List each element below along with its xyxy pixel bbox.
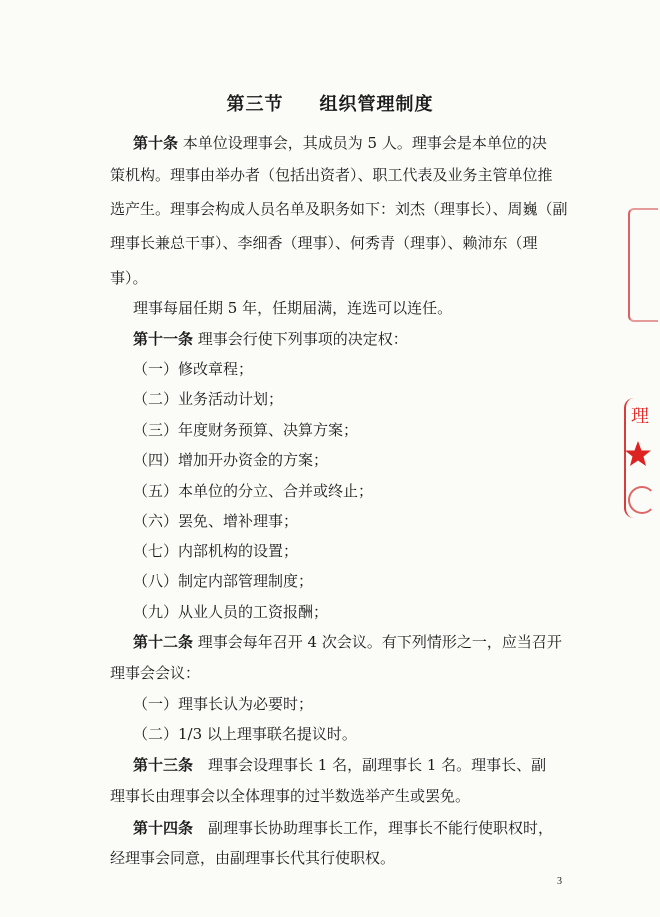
article-14-line-2: 经理事会同意，由副理事长代其行使职权。 [110,849,396,867]
list-item: （二）业务活动计划； [133,390,284,408]
section-title [0,90,660,116]
list-item: （九）从业人员的工资报酬； [133,603,329,621]
article-10-line-2: 策机构。理事由举办者（包括出资者）、职工代表及业务主管单位推 [110,166,553,184]
list-item: （一）理事长认为必要时； [133,695,314,713]
article-14-heading: 第十四条 [133,819,194,837]
section-name: 组织管理制度 [319,94,434,115]
term-paragraph: 理事每届任期 5 年，任期届满，连选可以连任。 [133,299,453,317]
list-item: （一）修改章程； [133,360,254,378]
article-12-line-1 [133,632,601,652]
list-item: （二）1/3 以上理事联名提议时。 [133,725,357,743]
article-13-line-1 [133,755,601,775]
seal-character: 理 [631,406,649,427]
article-10-line-5: 事）。 [110,269,148,287]
section-number: 第三节 [226,94,284,115]
article-13-heading: 第十三条 [133,756,194,774]
article-14-text: 副理事长协助理事长工作，理事长不能行使职权时， [193,819,554,837]
article-11-heading: 第十一条 [133,330,194,348]
article-11-line [133,329,601,349]
article-10-line-1 [133,133,601,153]
article-13-text: 理事会设理事长 1 名，副理事长 1 名。理事长、副 [193,756,547,774]
list-item: （三）年度财务预算、决算方案； [133,421,359,439]
seal-star-icon [624,440,652,468]
article-10-line-3: 选产生。理事会构成人员名单及职务如下：刘杰（理事长）、周巍（副 [110,200,568,218]
list-item: （五）本单位的分立、合并或终止； [133,482,374,500]
page-number: 3 [557,876,562,887]
list-item: （七）内部机构的设置； [133,542,299,560]
article-10-heading: 第十条 [133,134,179,152]
article-14-line-1 [133,818,601,838]
list-item: （四）增加开办资金的方案； [133,451,329,469]
seal-fragment-top [628,208,658,322]
article-13-line-2: 理事长由理事会以全体理事的过半数选举产生或罢免。 [110,787,471,805]
list-item: （六）罢免、增补理事； [133,512,299,530]
article-10-text: 本单位设理事会，其成员为 5 人。理事会是本单位的决 [178,134,547,152]
article-10-line-4: 理事长兼总干事）、李细香（理事）、何秀青（理事）、赖沛东（理 [110,234,538,252]
article-11-text: 理事会行使下列事项的决定权： [193,330,408,348]
seal-ring-fragment [628,486,656,514]
article-12-line-2: 理事会会议： [110,664,201,682]
article-12-text: 理事会每年召开 4 次会议。有下列情形之一，应当召开 [193,633,562,651]
article-12-heading: 第十二条 [133,633,194,651]
list-item: （八）制定内部管理制度； [133,572,314,590]
